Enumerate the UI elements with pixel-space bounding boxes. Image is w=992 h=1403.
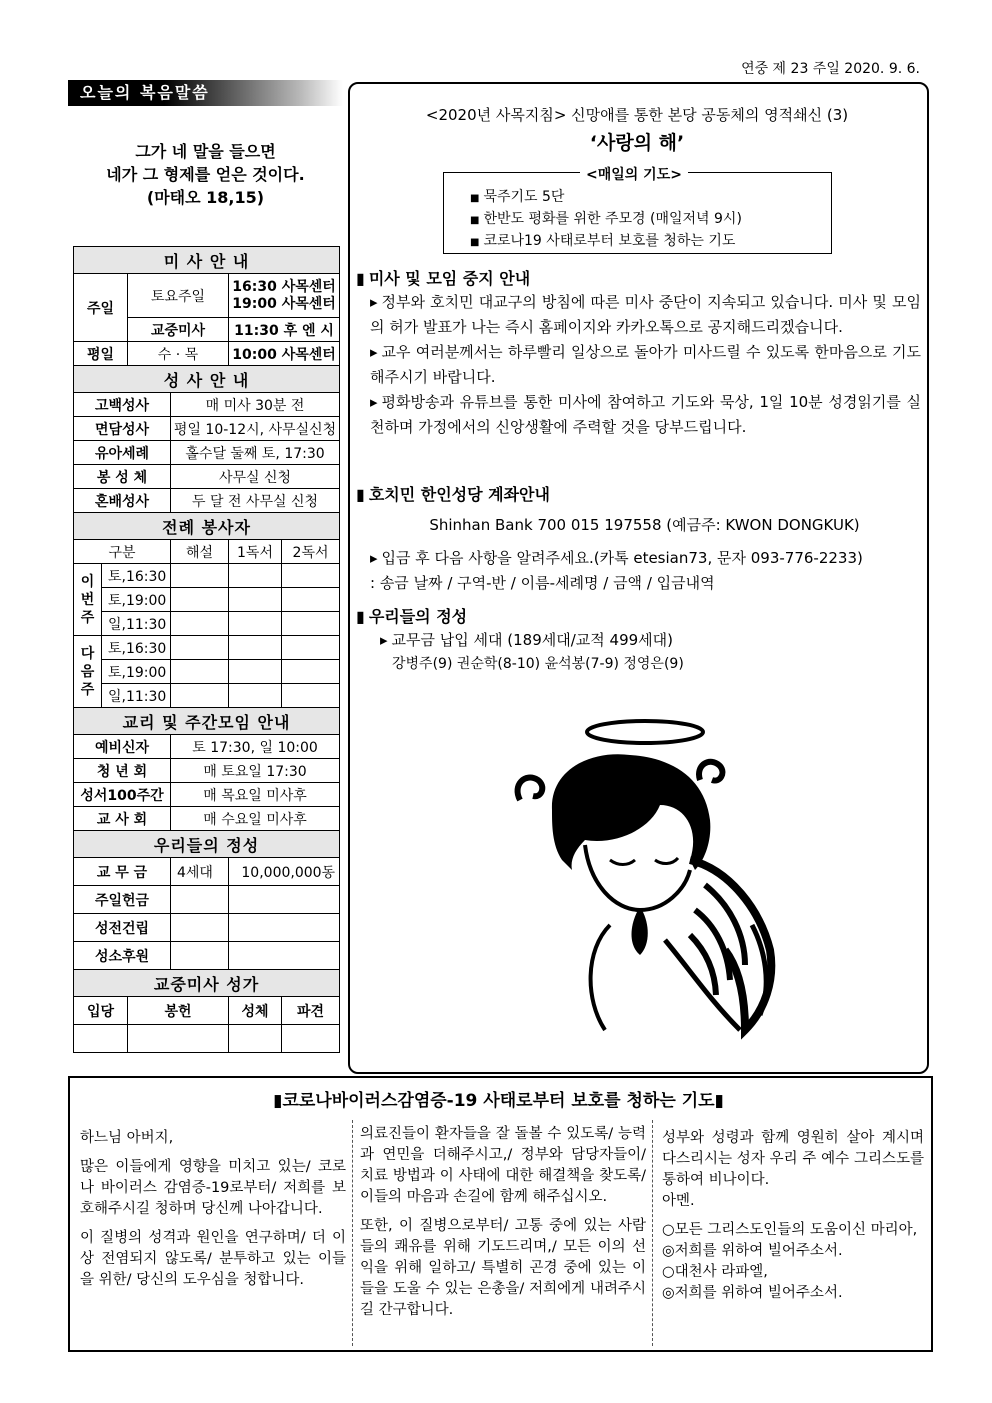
prayer-paragraph: 의료진들이 환자들을 잘 돌볼 수 있도록/ 능력과 연민을 더해주시고,/ 정부와 담당자들이/ 치료 방법과 이 사태에 대한 해결책을 찾도록/ 이들의 마음과 손길에 함께 해주십시오. bbox=[360, 1126, 646, 1205]
devotion-names: 강병주(9) 권순학(8-10) 윤석봉(7-9) 정영은(9) bbox=[392, 656, 684, 672]
offering-title: 우리들의 정성 bbox=[74, 831, 340, 858]
server-time: 일,11:30 bbox=[102, 612, 171, 636]
offering-count bbox=[171, 942, 229, 970]
offering-amount bbox=[229, 886, 340, 914]
verse-line: 네가 그 형제를 얻은 것이다. bbox=[106, 165, 305, 184]
angel-illustration bbox=[490, 710, 790, 1040]
next-week-label bbox=[74, 636, 102, 708]
catechism-value: 매 수요일 미사후 bbox=[171, 807, 340, 831]
daily-prayer-title: <매일의 기도> bbox=[580, 164, 688, 184]
verse-reference: (마태오 18,15) bbox=[146, 188, 265, 207]
account-instruction: ▸ 입금 후 다음 사항을 알려주세요.(카톡 etesian73, 문자 093-776-2233) bbox=[370, 546, 921, 571]
catechism-label: 예비신자 bbox=[74, 735, 171, 759]
offering-count: 4세대 bbox=[171, 858, 229, 886]
prayer-paragraph: 많은 이들에게 영향을 미치고 있는/ 코로나 바이러스 감염증-19로부터/ 저희를 보호해주시길 청하며 당신께 나아갑니다. bbox=[80, 1159, 346, 1217]
catechism-value: 매 목요일 미사후 bbox=[171, 783, 340, 807]
sacrament-label: 봉 성 체 bbox=[74, 465, 171, 489]
sat-time: 19:00 사목센터 bbox=[232, 295, 336, 312]
offering-label: 주일헌금 bbox=[74, 886, 171, 914]
devotion-title: ▮ 우리들의 정성 bbox=[356, 604, 467, 627]
prayer-title: ▮코로나바이러스감염증-19 사태로부터 보호를 청하는 기도▮ bbox=[273, 1091, 724, 1111]
offering-label: 성전건립 bbox=[74, 914, 171, 942]
litany-line: ○모든 그리스도인들의 도움이신 마리아, bbox=[662, 1222, 918, 1238]
prayer-column-1 bbox=[80, 1128, 346, 1299]
account-fields: : 송금 날짜 / 구역-반 / 이름-세례명 / 금액 / 입금내역 bbox=[370, 574, 715, 592]
notice-item: ▸ 평화방송과 유튜브를 통한 미사에 참여하고 기도와 묵상, 1일 10분 성경읽기를 실천하며 가정에서의 신앙생활에 주력할 것을 당부드립니다. bbox=[370, 390, 921, 440]
offering-label: 성소후원 bbox=[74, 942, 171, 970]
sacrament-label: 고백성사 bbox=[74, 393, 171, 417]
sunday-label: 주일 bbox=[74, 274, 128, 342]
saturday-label: 토요주일 bbox=[128, 274, 229, 318]
prayer-divider bbox=[652, 1120, 653, 1346]
daily-prayer-item: ■ 묵주기도 5단 bbox=[470, 187, 831, 209]
hymn-header: 성체 bbox=[229, 997, 282, 1025]
catechism-value: 토 17:30, 일 10:00 bbox=[171, 735, 340, 759]
gospel-header bbox=[68, 80, 343, 106]
verse-line: 그가 네 말을 들으면 bbox=[135, 142, 276, 161]
hymn-header: 봉헌 bbox=[128, 997, 229, 1025]
servers-title: 전례 봉사자 bbox=[74, 513, 340, 540]
catechism-label: 성서100주간 bbox=[74, 783, 171, 807]
sacrament-value: 두 달 전 사무실 신청 bbox=[171, 489, 340, 513]
notice-item: ▸ 정부와 호치민 대교구의 방침에 따른 미사 중단이 지속되고 있습니다. 미사 및 모임의 허가 발표가 나는 즉시 홈페이지와 카카오톡으로 공지해드리겠습니다. bbox=[370, 290, 921, 340]
this-week-label bbox=[74, 564, 102, 636]
offering-count bbox=[171, 886, 229, 914]
offering-count bbox=[171, 914, 229, 942]
hymn-header: 입당 bbox=[74, 997, 128, 1025]
offering-amount bbox=[229, 914, 340, 942]
sacrament-value: 사무실 신청 bbox=[171, 465, 340, 489]
servers-header: 해설 bbox=[171, 540, 229, 564]
gospel-verse bbox=[68, 140, 343, 209]
sacrament-value: 평일 10-12시, 사무실신청 bbox=[171, 417, 340, 441]
sacrament-title: 성 사 안 내 bbox=[74, 366, 340, 393]
hymn-header: 파견 bbox=[282, 997, 340, 1025]
litany-line: ◎저희를 위하여 빌어주소서. bbox=[662, 1243, 843, 1259]
sacrament-value: 매 미사 30분 전 bbox=[171, 393, 340, 417]
weekday-days: 수 · 목 bbox=[128, 342, 229, 366]
sacrament-label: 면담성사 bbox=[74, 417, 171, 441]
server-time: 일,11:30 bbox=[102, 684, 171, 708]
community-mass-label: 교중미사 bbox=[128, 318, 229, 342]
prayer-paragraph: 이 질병의 성격과 원인을 연구하며/ 더 이상 전염되지 않도록/ 분투하고 있는 이들을 위한/ 당신의 도우심을 청합니다. bbox=[80, 1230, 346, 1288]
issue-date: 연중 제 23 주일 2020. 9. 6. bbox=[741, 61, 920, 77]
year-theme: ‘사랑의 해’ bbox=[589, 132, 685, 154]
sacrament-label: 유아세례 bbox=[74, 441, 171, 465]
schedule-table bbox=[73, 246, 340, 1053]
devotion-summary: ▸ 교무금 납입 세대 (189세대/교적 499세대) bbox=[380, 628, 920, 653]
daily-prayer-item: ■ 한반도 평화를 위한 주모경 (매일저녁 9시) bbox=[470, 209, 831, 231]
sacrament-label: 혼배성사 bbox=[74, 489, 171, 513]
offering-amount: 10,000,000동 bbox=[229, 858, 340, 886]
offering-amount bbox=[229, 942, 340, 970]
bank-account: Shinhan Bank 700 015 197558 (예금주: KWON DONGKUK) bbox=[429, 516, 860, 534]
prayer-column-3 bbox=[662, 1128, 924, 1304]
sacrament-value: 홀수달 둘째 토, 17:30 bbox=[171, 441, 340, 465]
this-week-text: 이번주 bbox=[80, 573, 95, 626]
catechism-label: 교 사 회 bbox=[74, 807, 171, 831]
catechism-value: 매 토요일 17:30 bbox=[171, 759, 340, 783]
prayer-paragraph: 성부와 성령과 함께 영원히 살아 계시며 다스리시는 성자 우리 주 예수 그리스도를 통하여 비나이다. bbox=[662, 1130, 924, 1188]
prayer-amen: 아멘. bbox=[662, 1193, 695, 1209]
prayer-divider bbox=[352, 1120, 353, 1346]
weekday-label: 평일 bbox=[74, 342, 128, 366]
catechism-title: 교리 및 주간모임 안내 bbox=[74, 708, 340, 735]
pastoral-guideline: <2020년 사목지침> 신망애를 통한 본당 공동체의 영적쇄신 (3) bbox=[425, 106, 849, 124]
notice-item: ▸ 교우 여러분께서는 하루빨리 일상으로 돌아가 미사드릴 수 있도록 한마음으로 기도해주시기 바랍니다. bbox=[370, 340, 921, 390]
account-title: ▮ 호치민 한인성당 계좌안내 bbox=[356, 482, 550, 505]
community-mass-time: 11:30 후 엔 시 bbox=[229, 318, 340, 342]
daily-prayer-item: ■ 코로나19 사태로부터 보호를 청하는 기도 bbox=[470, 231, 831, 253]
litany-line: ◎저희를 위하여 빌어주소서. bbox=[662, 1285, 843, 1301]
offering-label: 교 무 금 bbox=[74, 858, 171, 886]
server-time: 토,16:30 bbox=[102, 636, 171, 660]
next-week-text: 다음주 bbox=[80, 645, 95, 698]
hymns-title: 교중미사 성가 bbox=[74, 970, 340, 997]
prayer-column-2 bbox=[360, 1124, 646, 1329]
servers-header: 구분 bbox=[74, 540, 171, 564]
server-time: 토,19:00 bbox=[102, 660, 171, 684]
prayer-paragraph: 하느님 아버지, bbox=[80, 1130, 174, 1146]
litany-line: ○대천사 라파엘, bbox=[662, 1264, 768, 1280]
notice-list bbox=[370, 290, 921, 440]
weekday-time: 10:00 사목센터 bbox=[229, 342, 340, 366]
mass-title: 미 사 안 내 bbox=[74, 247, 340, 274]
servers-header: 1독서 bbox=[229, 540, 282, 564]
prayer-paragraph: 또한, 이 질병으로부터/ 고통 중에 있는 사람들의 쾌유를 위해 기도드리며,/ 모든 이의 선익을 위해 일하고/ 특별히 곤경 중에 있는 이들을 도울 수 있는 은총을/ 저희에게 내려주시길 간구합니다. bbox=[360, 1218, 646, 1318]
notice-title: ▮ 미사 및 모임 중지 안내 bbox=[356, 266, 530, 289]
servers-header: 2독서 bbox=[282, 540, 340, 564]
sat-time: 16:30 사목센터 bbox=[232, 278, 336, 295]
server-time: 토,19:00 bbox=[102, 588, 171, 612]
daily-prayer-box bbox=[443, 172, 832, 254]
catechism-label: 청 년 회 bbox=[74, 759, 171, 783]
gospel-header-label: 오늘의 복음말씀 bbox=[80, 83, 210, 102]
server-time: 토,16:30 bbox=[102, 564, 171, 588]
